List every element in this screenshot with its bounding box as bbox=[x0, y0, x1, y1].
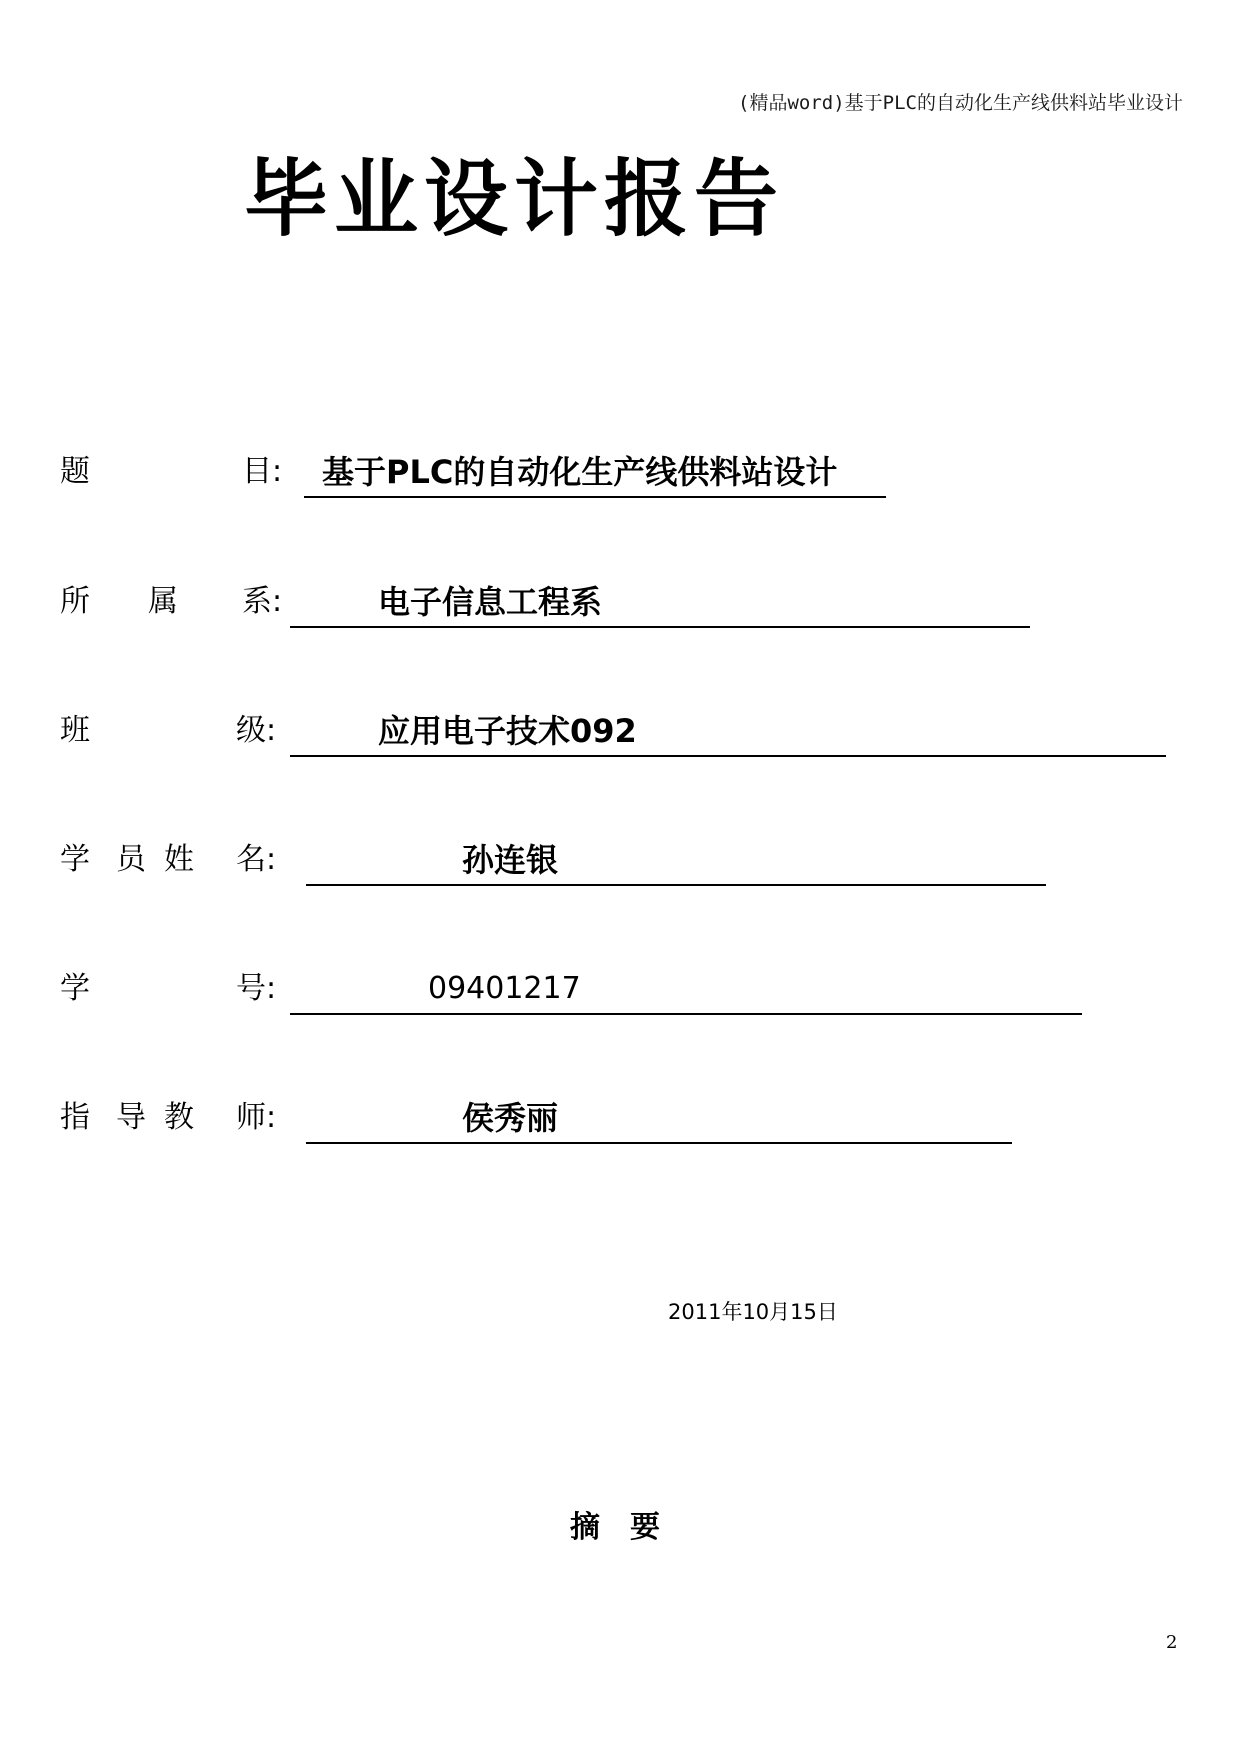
student-id-underline bbox=[290, 1013, 1082, 1015]
field-student-id bbox=[60, 969, 1180, 1019]
advisor-underline bbox=[306, 1142, 1012, 1144]
label-char: 号: bbox=[236, 971, 277, 1006]
field-advisor bbox=[60, 1098, 1180, 1148]
student-name-value: 孙连银 bbox=[462, 841, 559, 879]
class-value: 应用电子技术092 bbox=[378, 712, 637, 750]
label-char: 员 bbox=[116, 842, 146, 877]
page-number: 2 bbox=[1166, 1632, 1178, 1653]
label-char: 级: bbox=[236, 713, 277, 748]
label-char: 属 bbox=[148, 584, 178, 619]
student-id-value: 09401217 bbox=[428, 971, 581, 1006]
label-char: 师: bbox=[236, 1100, 277, 1135]
field-class bbox=[60, 711, 1180, 761]
label-char: 导 bbox=[116, 1100, 146, 1135]
label-char: 学 bbox=[60, 842, 90, 877]
topic-underline bbox=[304, 496, 886, 498]
label-char: 指 bbox=[60, 1100, 90, 1135]
student-name-underline bbox=[306, 884, 1046, 886]
abstract-heading: 摘要 bbox=[570, 1510, 690, 1545]
field-department bbox=[60, 582, 1180, 632]
label-char: 名: bbox=[236, 842, 277, 877]
label-char: 姓 bbox=[164, 842, 194, 877]
advisor-value: 侯秀丽 bbox=[462, 1099, 559, 1137]
label-char: 学 bbox=[60, 971, 90, 1006]
running-header: (精品word)基于PLC的自动化生产线供料站毕业设计 bbox=[738, 92, 1183, 114]
department-underline bbox=[290, 626, 1030, 628]
field-student-name bbox=[60, 840, 1180, 890]
label-char: 教 bbox=[164, 1100, 194, 1135]
field-topic bbox=[60, 452, 1180, 502]
label-char: 班 bbox=[60, 713, 90, 748]
report-title: 毕业设计报告 bbox=[244, 150, 785, 248]
label-char: 系: bbox=[242, 584, 283, 619]
topic-value: 基于PLC的自动化生产线供料站设计 bbox=[322, 453, 838, 491]
class-underline bbox=[290, 755, 1166, 757]
department-value: 电子信息工程系 bbox=[378, 583, 603, 621]
report-date: 2011年10月15日 bbox=[668, 1300, 838, 1324]
label-char: 所 bbox=[60, 584, 90, 619]
label-char: 目: bbox=[242, 454, 283, 489]
label-char: 题 bbox=[60, 454, 90, 489]
